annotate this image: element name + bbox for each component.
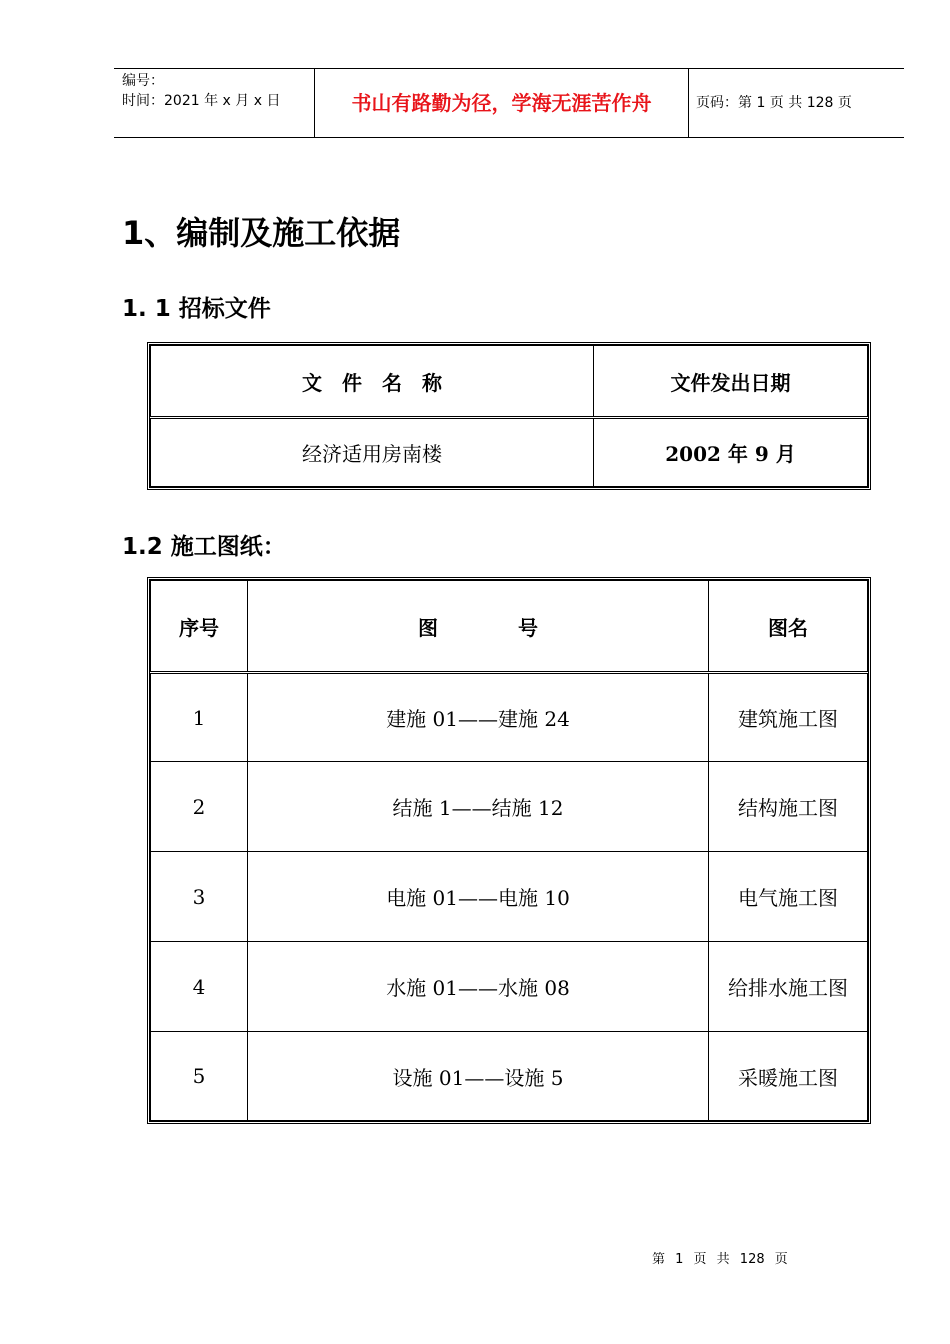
doc-name-cell: 经济适用房南楼 [151,418,594,487]
bidding-docs-table [147,342,871,490]
drawing-no-cell: 设施 01——设施 5 [248,1032,709,1121]
issue-date-cell: 2002 年 9 月 [594,418,868,487]
drawing-no-cell: 建施 01——建施 24 [248,673,709,762]
header-meta [122,71,312,111]
section-heading: 1、编制及施工依据 [122,214,401,252]
col-header-drawing-title: 图名 [709,581,868,673]
table-row [151,942,868,1032]
col-header-drawing-no: 图 号 [248,581,709,673]
subsection-title-drawings: 1.2 施工图纸： [122,534,286,560]
col-header-seq: 序号 [151,581,248,673]
header-number-label: 编号： [122,73,164,89]
drawings-table [147,577,871,1124]
table-row [151,762,868,852]
header-page-info: 页码：第 1 页 共 128 页 [696,95,852,111]
col-header-issue-date: 文件发出日期 [594,346,868,418]
col-header-doc-name: 文 件 名 称 [151,346,594,418]
seq-cell: 4 [151,942,248,1032]
drawing-title-cell: 结构施工图 [709,762,868,852]
table-row [151,1032,868,1121]
drawing-no-cell: 电施 01——电施 10 [248,852,709,942]
table-row [151,673,868,762]
drawing-no-cell: 结施 1——结施 12 [248,762,709,852]
seq-cell: 1 [151,673,248,762]
page-header [114,68,904,138]
table-row [151,852,868,942]
header-divider [688,69,689,137]
seq-cell: 3 [151,852,248,942]
drawing-title-cell: 建筑施工图 [709,673,868,762]
page-footer: 第 1 页 共 128 页 [652,1252,788,1267]
subsection-title-bidding-docs: 1. 1 招标文件 [122,296,271,322]
drawing-title-cell: 电气施工图 [709,852,868,942]
drawing-no-cell: 水施 01——水施 08 [248,942,709,1032]
header-time-label: 时间：2021 年 x 月 x 日 [122,93,281,109]
drawing-title-cell: 采暖施工图 [709,1032,868,1121]
seq-cell: 5 [151,1032,248,1121]
header-motto: 书山有路勤为径，学海无涯苦作舟 [351,91,652,115]
drawing-title-cell: 给排水施工图 [709,942,868,1032]
seq-cell: 2 [151,762,248,852]
